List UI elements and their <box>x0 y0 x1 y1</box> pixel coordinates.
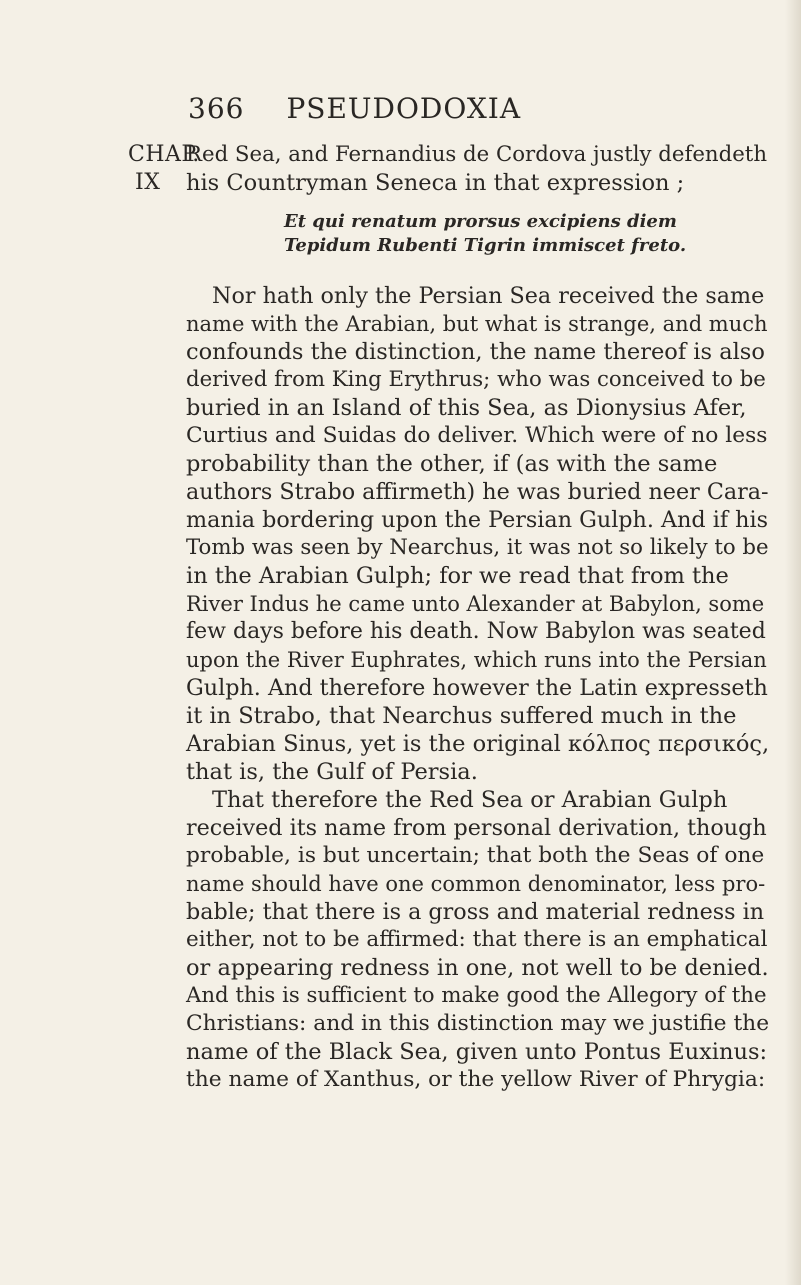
text-line: either, not to be affirmed: that there is an emphatical <box>186 927 768 952</box>
text-line: And this is sufficient to make good the Allegory of the <box>186 983 767 1008</box>
running-title: PSEUDODOXIA <box>286 92 522 125</box>
text-line: or appearing redness in one, not well to be denied. <box>186 955 769 981</box>
text-line: name should have one common denominator, less pro- <box>186 872 766 896</box>
text-line: Curtius and Suidas do deliver. Which were of no less <box>186 423 768 448</box>
text-line: Arabian Sinus, yet is the original κόλπος περσικός, <box>186 731 770 757</box>
text-line: Nor hath only the Persian Sea received the same <box>212 283 765 309</box>
text-line: Red Sea, and Fernandius de Cordova justly defendeth <box>186 142 768 167</box>
text-line: the name of Xanthus, or the yellow River of Phrygia: <box>186 1067 766 1092</box>
text-line: Christians: and in this distinction may we justifie the <box>186 1011 770 1036</box>
text-line: probable, is but uncertain; that both the Seas of one <box>186 843 765 868</box>
text-line: authors Strabo affirmeth) he was buried neer Cara- <box>186 479 769 505</box>
text-line: upon the River Euphrates, which runs into the Persian <box>186 648 767 672</box>
verse-line: Et qui renatum prorsus excipiens diem <box>284 211 677 232</box>
text-line: few days before his death. Now Babylon was seated <box>186 619 766 644</box>
chapter-number: IX <box>135 170 161 195</box>
page-edge-shadow <box>785 0 801 1285</box>
text-line: River Indus he came unto Alexander at Babylon, some <box>186 592 765 616</box>
text-line: bable; that there is a gross and material redness in <box>186 899 765 925</box>
text-line: Tomb was seen by Nearchus, it was not so likely to be <box>186 535 769 560</box>
text-line: in the Arabian Gulph; for we read that from the <box>186 563 729 589</box>
text-line: mania bordering upon the Persian Gulph. And if his <box>186 507 769 533</box>
text-line: received its name from personal derivation, though <box>186 815 767 841</box>
text-line: That therefore the Red Sea or Arabian Gulph <box>212 787 728 813</box>
text-line: that is, the Gulf of Persia. <box>186 759 478 785</box>
chapter-label: CHAP. <box>128 142 200 167</box>
text-line: it in Strabo, that Nearchus suffered much in the <box>186 703 737 729</box>
text-line: name with the Arabian, but what is strange, and much <box>186 312 768 336</box>
verse-line: Tepidum Rubenti Tigrin immiscet freto. <box>284 235 687 256</box>
text-line: confounds the distinction, the name thereof is also <box>186 339 765 365</box>
running-header <box>188 92 521 125</box>
text-line: his Countryman Seneca in that expression ; <box>186 170 685 196</box>
text-line: name of the Black Sea, given unto Pontus Euxinus: <box>186 1039 768 1065</box>
page-number: 366 <box>188 92 245 125</box>
text-line: Gulph. And therefore however the Latin expresseth <box>186 675 768 701</box>
text-line: probability than the other, if (as with the same <box>186 451 718 477</box>
text-line: derived from King Erythrus; who was conceived to be <box>186 367 766 392</box>
text-line: buried in an Island of this Sea, as Dionysius Afer, <box>186 395 747 421</box>
